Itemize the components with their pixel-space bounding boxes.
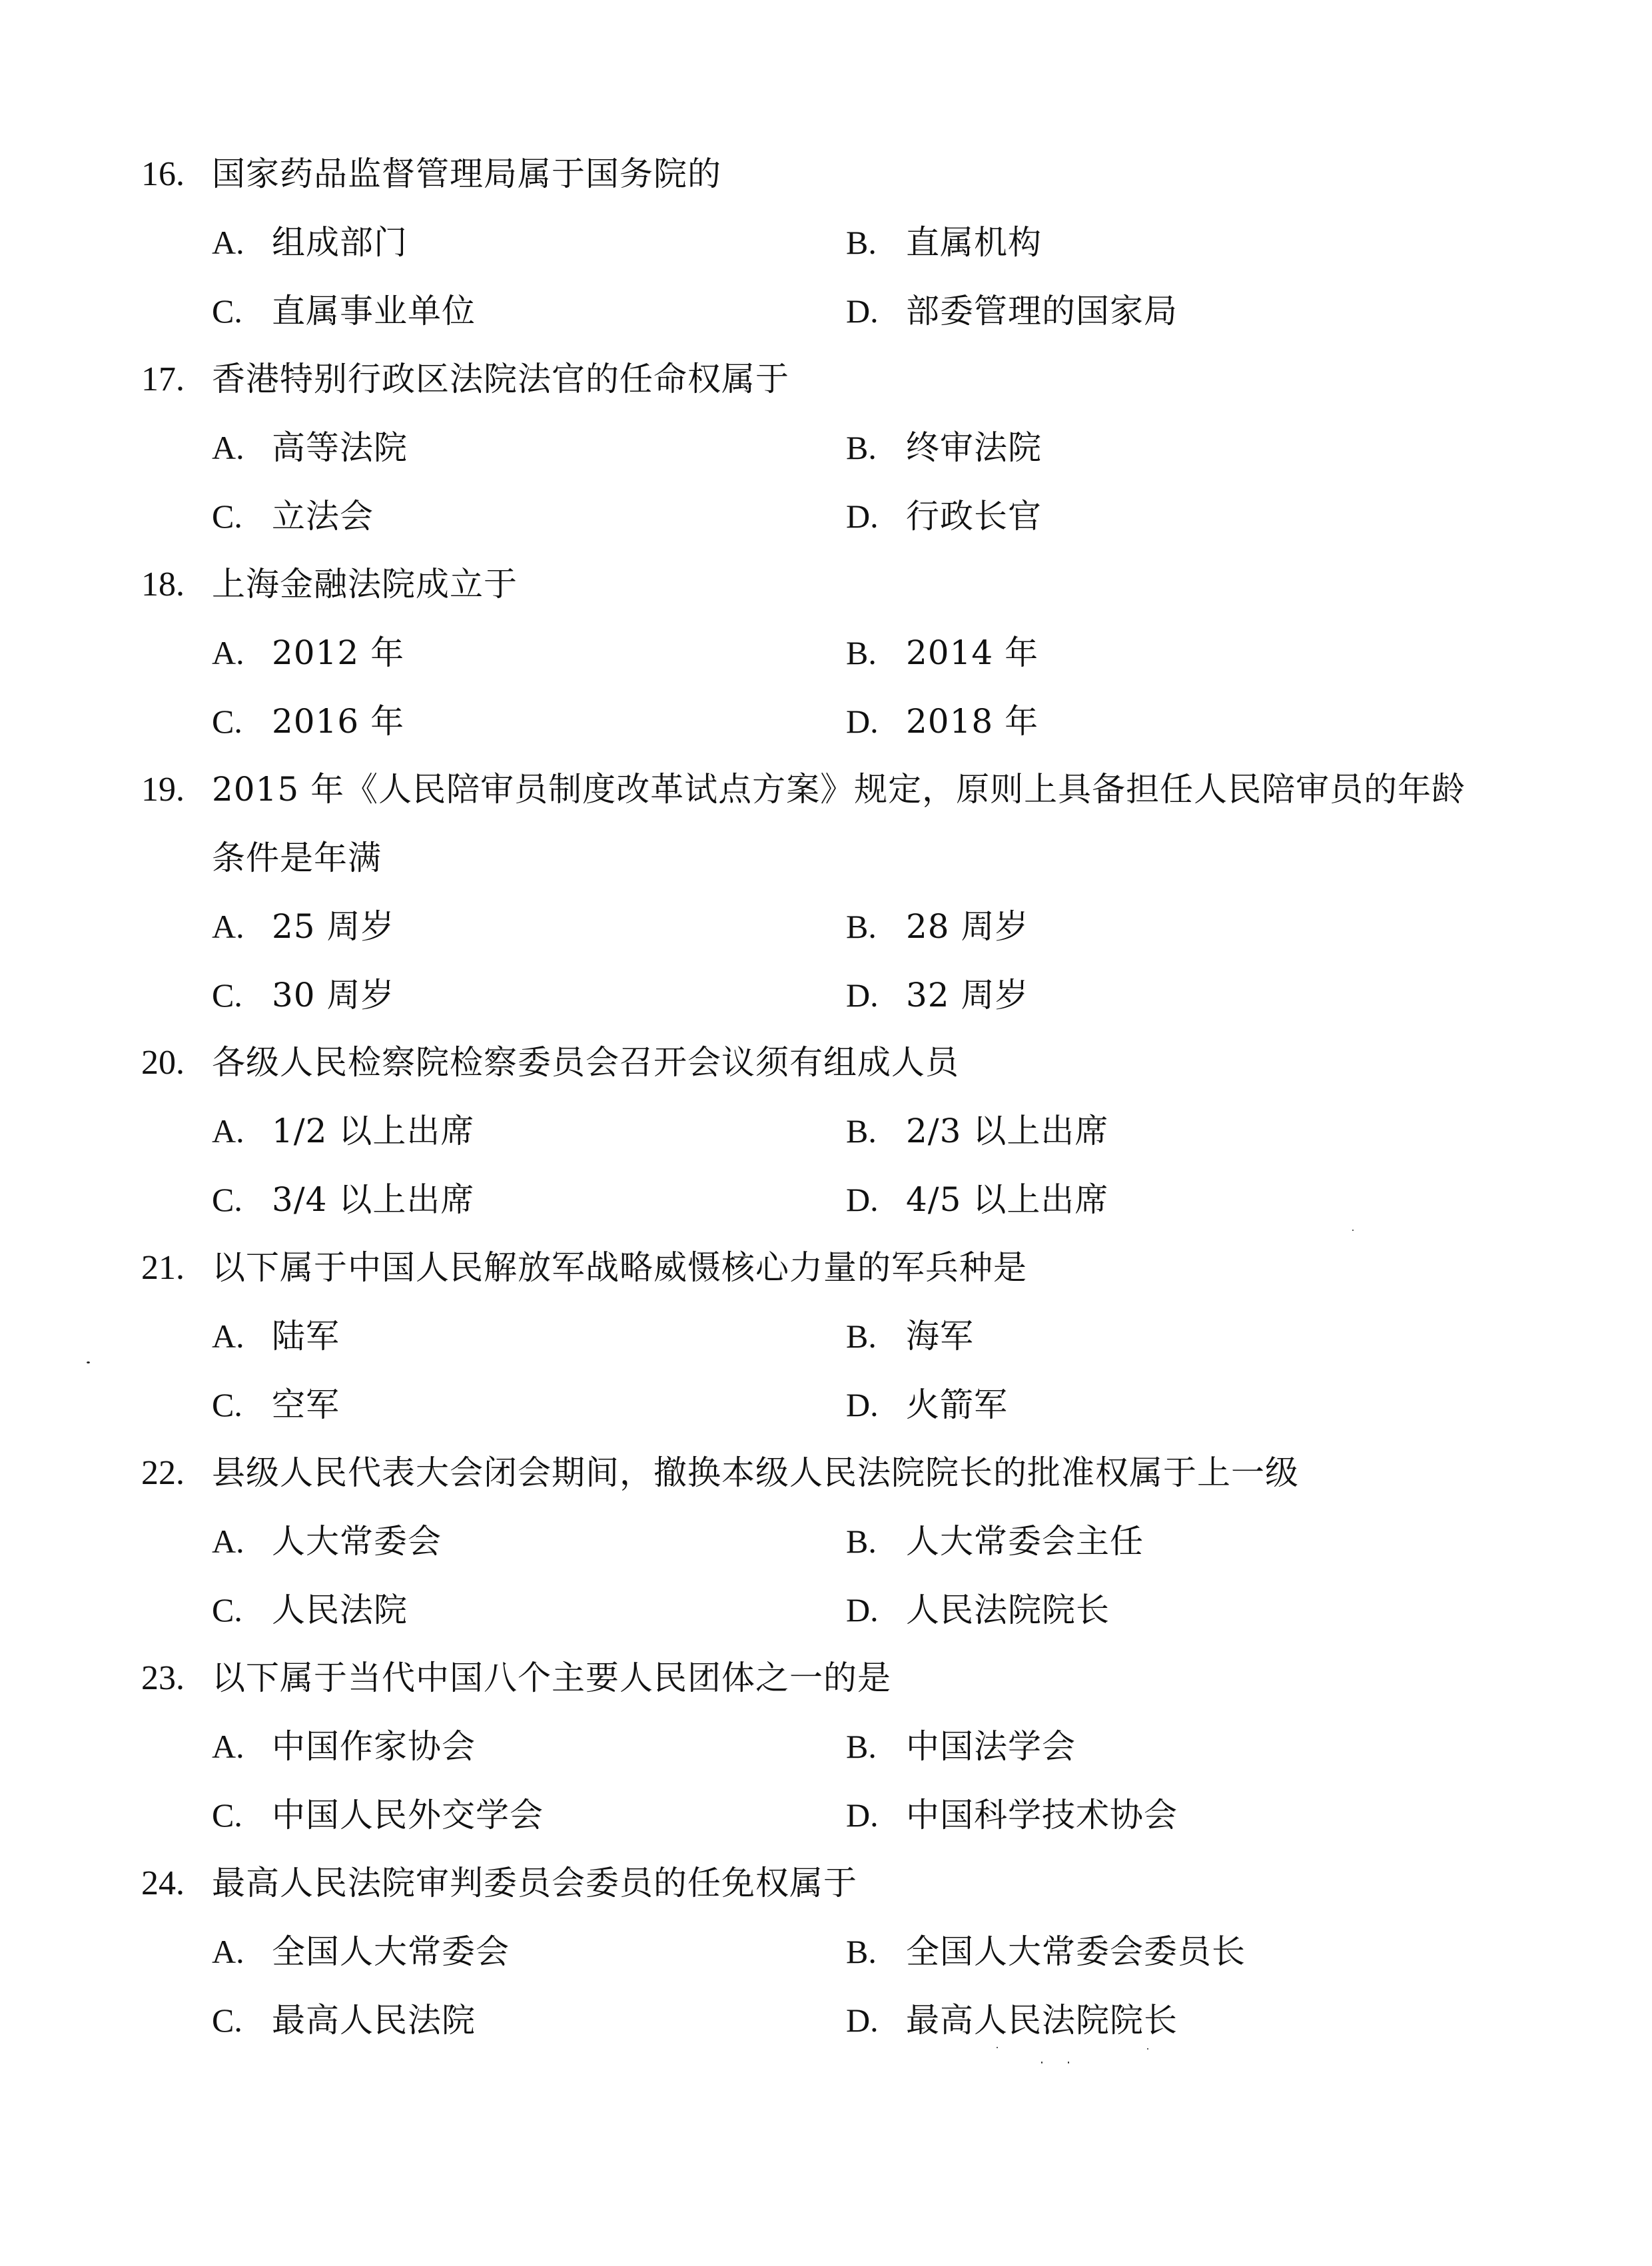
option-c [212, 277, 476, 346]
option-letter: B. [846, 1318, 877, 1355]
option-c [212, 1166, 474, 1234]
option-text: 部委管理的国家局 [906, 292, 1178, 330]
option-b [846, 208, 1042, 277]
option-text: 海军 [906, 1317, 974, 1355]
option-row [141, 482, 1540, 551]
option-b [846, 619, 1038, 687]
option-text: 2012 年 [272, 633, 405, 672]
question-stem [141, 1849, 1540, 1918]
option-d [846, 1576, 1110, 1645]
question-stem [141, 550, 1540, 619]
option-text: 立法会 [272, 497, 374, 536]
option-letter: C. [212, 292, 242, 330]
question-number: 24. [141, 1864, 185, 1902]
question-number: 20. [141, 1044, 185, 1082]
option-letter: B. [846, 1112, 877, 1150]
option-letter: D. [846, 1796, 879, 1834]
question-text: 香港特别行政区法院法官的任命权属于 [212, 360, 789, 398]
option-row [141, 619, 1540, 687]
question-number: 17. [141, 360, 185, 398]
option-text: 组成部门 [272, 223, 408, 262]
option-a [212, 1507, 442, 1576]
option-letter: A. [212, 429, 244, 466]
option-text: 2018 年 [906, 702, 1039, 741]
option-letter: C. [212, 2002, 242, 2039]
option-letter: B. [846, 1523, 877, 1560]
question-stem [141, 140, 1540, 208]
option-text: 高等法院 [272, 428, 408, 467]
option-text: 行政长官 [906, 497, 1042, 536]
option-letter: C. [212, 498, 242, 535]
question-number: 16. [141, 155, 185, 193]
option-row [141, 208, 1540, 277]
option-letter: D. [846, 1386, 879, 1423]
question-stem [141, 1439, 1540, 1507]
option-row [141, 1918, 1540, 1986]
option-text: 全国人大常委会委员长 [906, 1932, 1246, 1971]
option-row [141, 277, 1540, 346]
option-text: 人大常委会 [272, 1522, 442, 1561]
question-stem [141, 1234, 1540, 1302]
option-c [212, 1371, 340, 1439]
option-letter: A. [212, 1523, 244, 1560]
option-letter: A. [212, 1728, 244, 1765]
question-stem [141, 755, 1540, 824]
question-17 [141, 345, 1540, 551]
option-text: 终审法院 [906, 428, 1042, 467]
question-23 [141, 1644, 1540, 1850]
option-letter: C. [212, 1591, 242, 1629]
question-stem [141, 345, 1540, 414]
option-d [846, 1781, 1178, 1850]
option-a [212, 619, 404, 687]
question-number: 21. [141, 1249, 185, 1287]
option-text: 28 周岁 [906, 907, 1029, 946]
option-letter: C. [212, 1386, 242, 1423]
question-stem [141, 1644, 1540, 1712]
question-21 [141, 1234, 1540, 1439]
option-text: 32 周岁 [906, 976, 1029, 1014]
option-a [212, 893, 395, 961]
option-letter: A. [212, 224, 244, 261]
option-letter: D. [846, 703, 879, 740]
question-text: 以下属于当代中国八个主要人民团体之一的是 [212, 1659, 891, 1697]
option-letter: C. [212, 703, 242, 740]
option-text: 4/5 以上出席 [906, 1180, 1109, 1219]
question-22 [141, 1439, 1540, 1645]
question-number: 18. [141, 566, 185, 603]
option-letter: D. [846, 292, 879, 330]
question-stem-continued: 条件是年满 [212, 839, 382, 877]
option-row [141, 687, 1540, 756]
option-c [212, 1781, 544, 1850]
option-a [212, 1302, 340, 1371]
option-text: 陆军 [272, 1317, 340, 1355]
option-row [141, 1097, 1540, 1166]
question-text: 2015 年《人民陪审员制度改革试点方案》规定，原则上具备担任人民陪审员的年龄 [212, 770, 1466, 809]
option-letter: B. [846, 1728, 877, 1765]
option-letter: A. [212, 1318, 244, 1355]
option-letter: D. [846, 2002, 879, 2039]
option-letter: C. [212, 976, 242, 1014]
option-b [846, 1712, 1076, 1781]
option-a [212, 1712, 476, 1781]
scan-speck [1147, 2048, 1148, 2050]
option-text: 直属机构 [906, 223, 1042, 262]
option-text: 1/2 以上出席 [272, 1112, 475, 1150]
option-text: 2016 年 [272, 702, 405, 741]
option-c [212, 482, 374, 551]
option-letter: C. [212, 1181, 242, 1218]
option-d [846, 961, 1029, 1030]
option-row [141, 1712, 1540, 1781]
option-text: 人大常委会主任 [906, 1522, 1144, 1561]
option-a [212, 1097, 474, 1166]
option-text: 中国法学会 [906, 1727, 1076, 1766]
option-d [846, 277, 1178, 346]
option-row [141, 893, 1540, 961]
question-number: 23. [141, 1659, 185, 1697]
option-text: 中国作家协会 [272, 1727, 476, 1766]
option-letter: D. [846, 498, 879, 535]
option-text: 全国人大常委会 [272, 1932, 510, 1971]
question-text: 国家药品监督管理局属于国务院的 [212, 155, 721, 193]
option-b [846, 1507, 1144, 1576]
option-letter: B. [846, 429, 877, 466]
option-text: 中国科学技术协会 [906, 1796, 1178, 1834]
option-row [141, 961, 1540, 1030]
scan-speck [1041, 2062, 1042, 2064]
option-row [141, 414, 1540, 482]
option-letter: A. [212, 908, 244, 945]
scan-speck [997, 2047, 998, 2048]
question-number: 19. [141, 771, 185, 809]
question-19 [141, 755, 1540, 1030]
option-letter: C. [212, 1796, 242, 1834]
option-row [141, 1986, 1540, 2055]
option-b [846, 414, 1042, 482]
option-text: 3/4 以上出席 [272, 1180, 475, 1219]
option-text: 人民法院 [272, 1591, 408, 1629]
option-c [212, 1986, 476, 2055]
option-letter: A. [212, 1933, 244, 1970]
option-row [141, 1576, 1540, 1645]
option-text: 25 周岁 [272, 907, 395, 946]
option-text: 最高人民法院 [272, 2001, 476, 2040]
option-b [846, 893, 1029, 961]
option-c [212, 1576, 408, 1645]
option-b [846, 1097, 1108, 1166]
scan-speck [87, 1361, 90, 1363]
option-a [212, 1918, 510, 1986]
option-letter: A. [212, 1112, 244, 1150]
question-24 [141, 1849, 1540, 2055]
option-d [846, 1986, 1178, 2055]
scan-speck [1352, 1230, 1354, 1231]
option-letter: D. [846, 976, 879, 1014]
option-row [141, 1166, 1540, 1234]
question-text: 各级人民检察院检察委员会召开会议须有组成人员 [212, 1043, 959, 1082]
option-letter: B. [846, 1933, 877, 1970]
question-number: 22. [141, 1454, 185, 1492]
question-text: 以下属于中国人民解放军战略威慑核心力量的军兵种是 [212, 1248, 1027, 1287]
option-b [846, 1918, 1246, 1986]
question-20 [141, 1028, 1540, 1234]
option-text: 30 周岁 [272, 976, 395, 1014]
question-text: 上海金融法院成立于 [212, 565, 518, 603]
option-text: 直属事业单位 [272, 292, 476, 330]
option-d [846, 482, 1042, 551]
question-text: 县级人民代表大会闭会期间，撤换本级人民法院院长的批准权属于上一级 [212, 1453, 1299, 1492]
option-row [141, 1781, 1540, 1850]
option-text: 2014 年 [906, 633, 1039, 672]
option-a [212, 414, 408, 482]
option-text: 中国人民外交学会 [272, 1796, 544, 1834]
option-text: 2/3 以上出席 [906, 1112, 1109, 1150]
option-letter: B. [846, 908, 877, 945]
question-stem [141, 1028, 1540, 1097]
question-18 [141, 550, 1540, 756]
option-d [846, 687, 1038, 756]
option-text: 空军 [272, 1385, 340, 1424]
question-text: 最高人民法院审判委员会委员的任免权属于 [212, 1864, 857, 1902]
option-letter: D. [846, 1181, 879, 1218]
option-row [141, 1371, 1540, 1439]
option-c [212, 687, 404, 756]
option-b [846, 1302, 974, 1371]
option-row [141, 1302, 1540, 1371]
option-d [846, 1371, 1008, 1439]
option-row [141, 1507, 1540, 1576]
option-text: 最高人民法院院长 [906, 2001, 1178, 2040]
scan-speck [1068, 2062, 1069, 2064]
option-letter: B. [846, 634, 877, 671]
option-text: 人民法院院长 [906, 1591, 1110, 1629]
option-letter: A. [212, 634, 244, 671]
option-letter: B. [846, 224, 877, 261]
option-a [212, 208, 408, 277]
option-d [846, 1166, 1108, 1234]
question-16 [141, 140, 1540, 346]
option-text: 火箭军 [906, 1385, 1008, 1424]
option-c [212, 961, 395, 1030]
option-letter: D. [846, 1591, 879, 1629]
